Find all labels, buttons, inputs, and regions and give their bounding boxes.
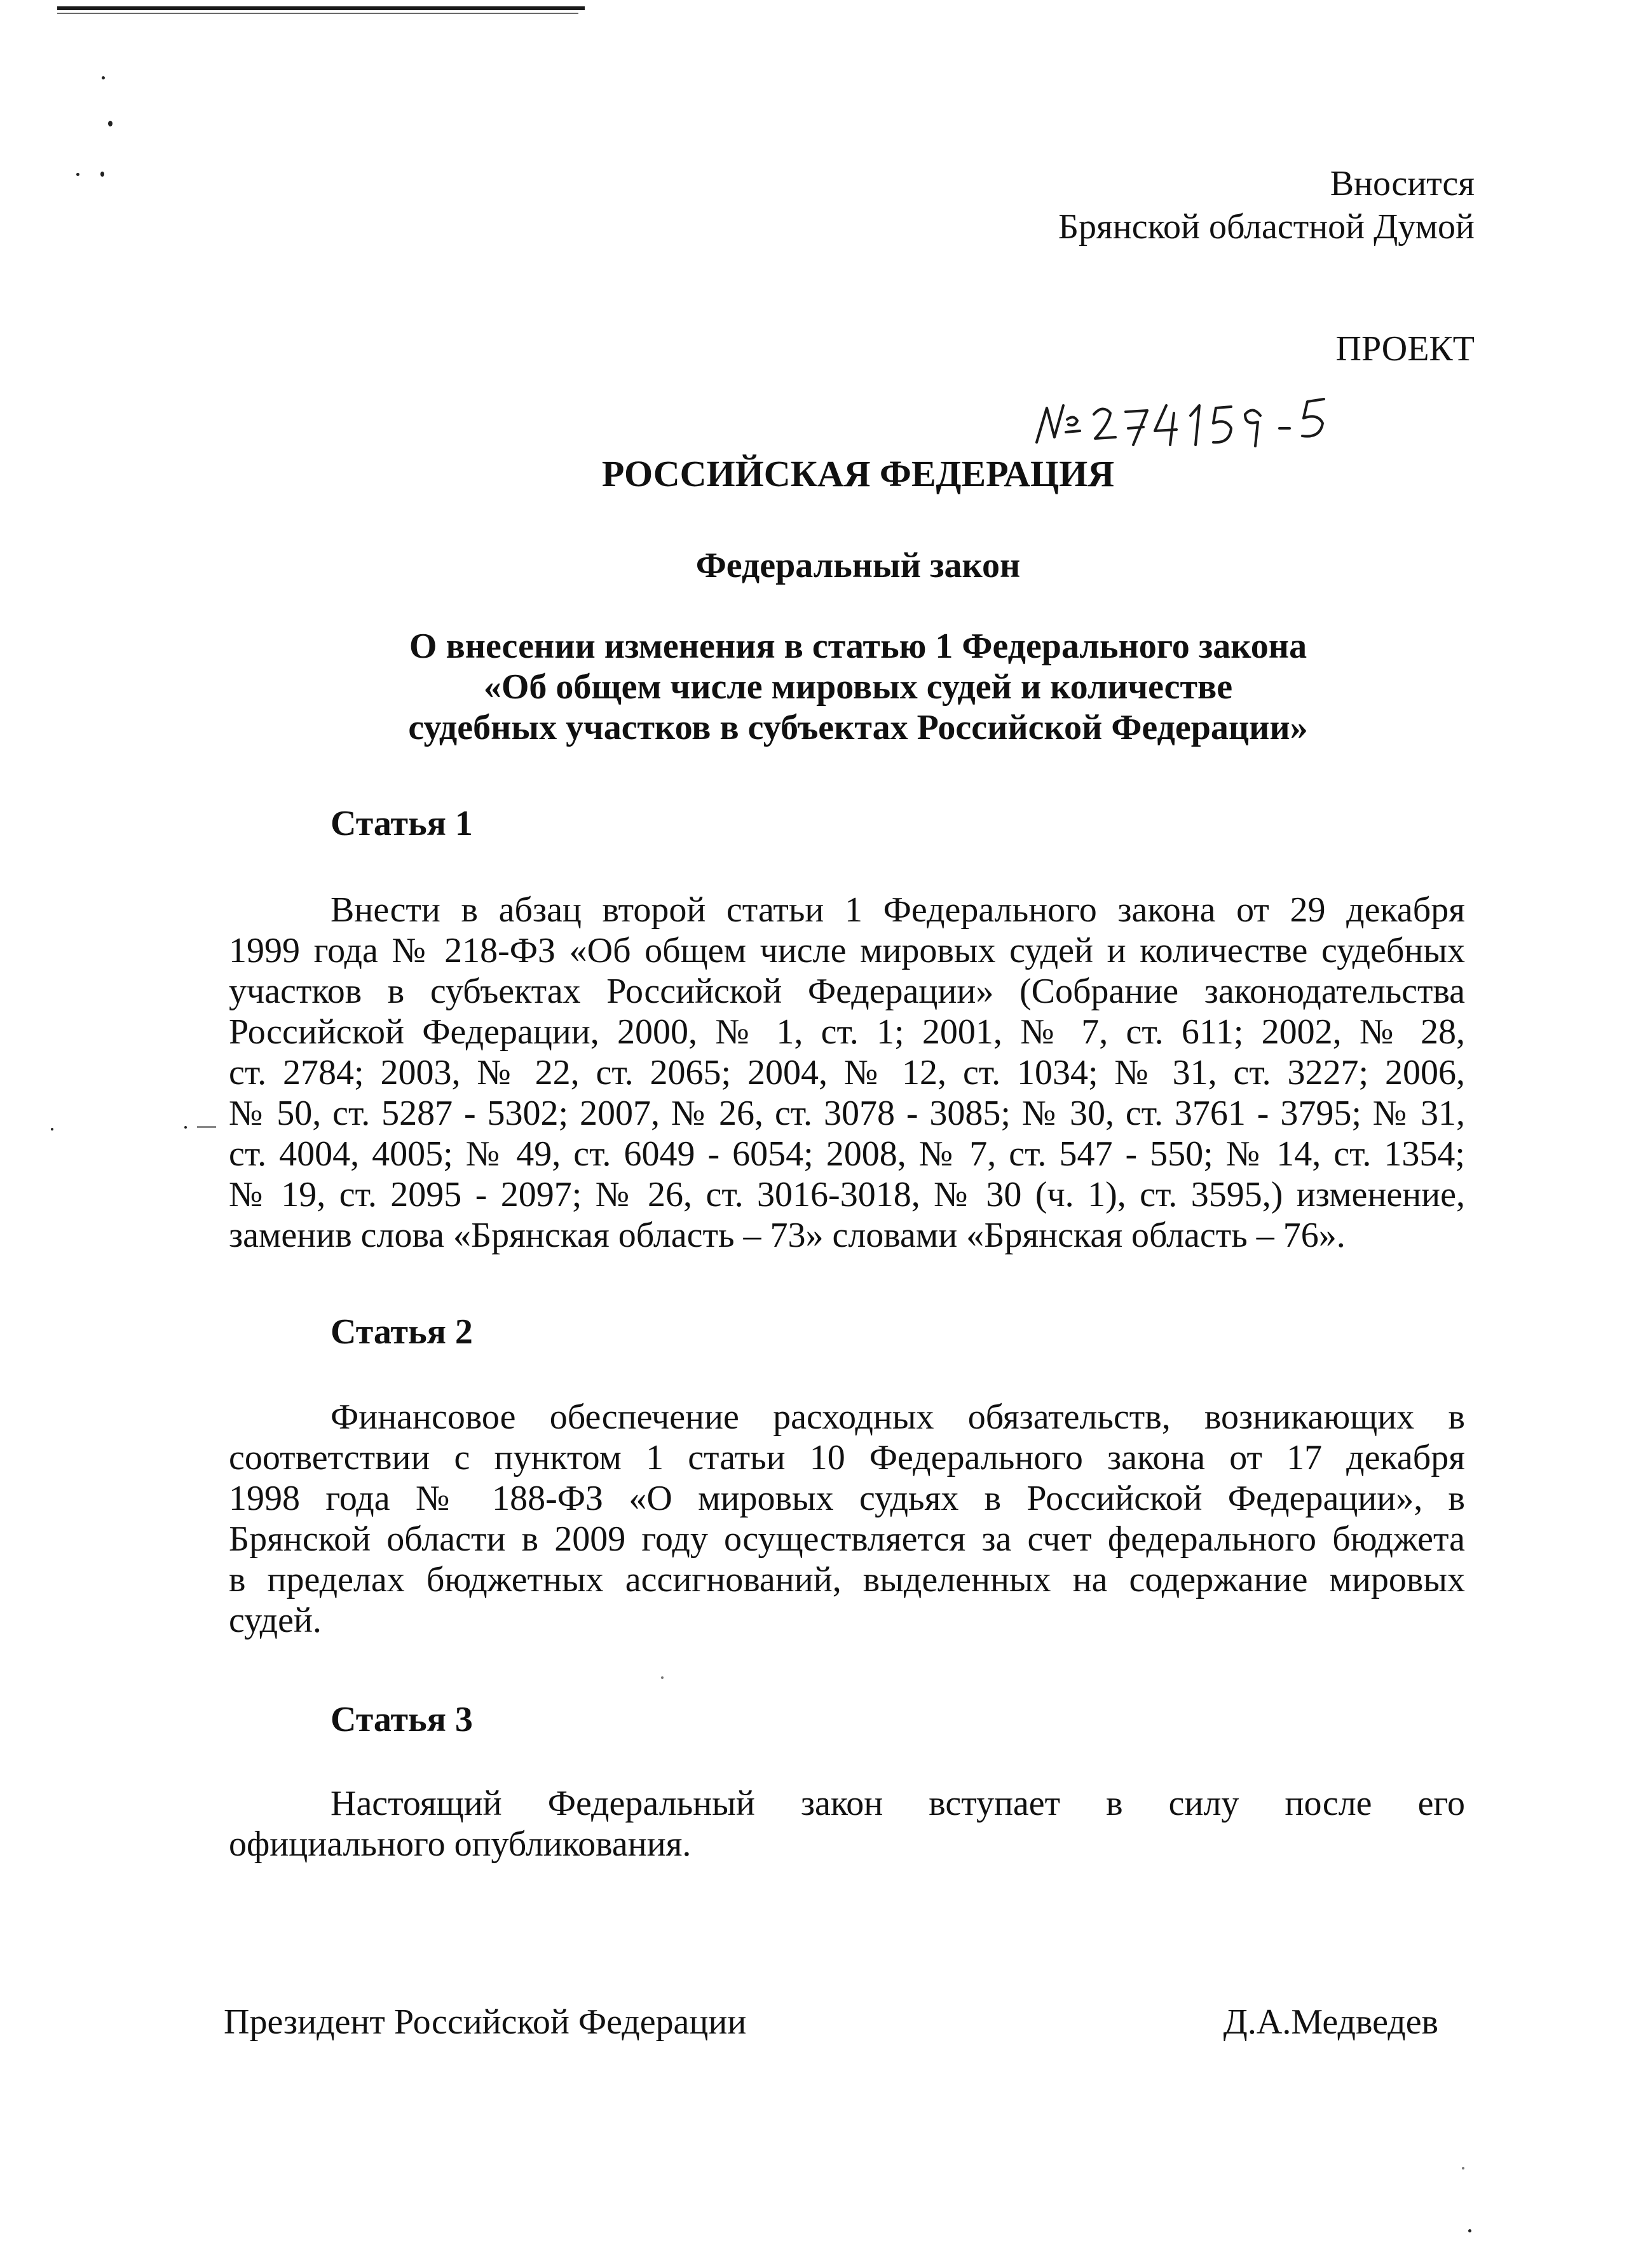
scan-speck <box>197 1126 216 1128</box>
title-line: «Об общем числе мировых судей и количестве <box>483 667 1233 707</box>
scan-speck <box>1468 2229 1471 2232</box>
article-3-body <box>229 1783 1465 1864</box>
paragraph-line: заменив слова «Брянская область – 73» словами «Брянская область – 76». <box>229 1216 1346 1255</box>
introduced-label: Вносится <box>1330 164 1475 203</box>
paragraph-line: 1998 года № 188-ФЗ «О мировых судьях в Российской Федерации», в <box>229 1479 1465 1518</box>
title-line: судебных участков в субъектах Российской Федерации» <box>408 708 1308 747</box>
handwritten-registration-number <box>1033 386 1389 456</box>
paragraph-line: в пределах бюджетных ассигнований, выделенных на содержание мировых <box>229 1560 1465 1599</box>
title-line: О внесении изменения в статью 1 Федерального закона <box>409 627 1307 666</box>
paragraph-line: соответствии с пунктом 1 статьи 10 Федерального закона от 17 декабря <box>229 1438 1465 1477</box>
paragraph-line: Внести в абзац второй статьи 1 Федерального закона от 29 декабря <box>331 890 1465 930</box>
paragraph-line: № 50, ст. 5287 - 5302; 2007, № 26, ст. 3078 - 3085; № 30, ст. 3761 - 3795; № 31, <box>229 1094 1465 1133</box>
scan-artifact-line <box>57 6 585 10</box>
scan-speck <box>102 76 105 79</box>
country-heading: РОССИЙСКАЯ ФЕДЕРАЦИЯ <box>601 453 1115 494</box>
scan-speck <box>51 1128 53 1131</box>
article-1-heading: Статья 1 <box>331 804 473 843</box>
article-3-heading: Статья 3 <box>331 1700 473 1739</box>
scan-speck <box>1462 2167 1464 2170</box>
scan-speck <box>184 1126 187 1129</box>
paragraph-line: официального опубликования. <box>229 1824 692 1864</box>
scan-speck <box>108 121 112 126</box>
paragraph-line: участков в субъектах Российской Федерации» (Собрание законодательства <box>229 972 1465 1011</box>
draft-status: ПРОЕКТ <box>1335 329 1475 369</box>
document-title <box>0 626 1643 748</box>
paragraph-line: Российской Федерации, 2000, № 1, ст. 1; 2001, № 7, ст. 611; 2002, № 28, <box>229 1012 1465 1052</box>
scan-speck <box>661 1676 664 1679</box>
paragraph-line: Настоящий Федеральный закон вступает в силу после его <box>331 1784 1465 1823</box>
signatory-name: Д.А.Медведев <box>1223 2002 1438 2042</box>
paragraph-line: ст. 2784; 2003, № 22, ст. 2065; 2004, № 12, ст. 1034; № 31, ст. 3227; 2006, <box>229 1053 1465 1092</box>
paragraph-line: судей. <box>229 1601 322 1640</box>
scan-speck <box>100 172 104 177</box>
document-type: Федеральный закон <box>695 546 1021 585</box>
paragraph-line: Брянской области в 2009 году осуществляется за счет федерального бюджета <box>229 1519 1465 1559</box>
article-2-body <box>229 1397 1465 1641</box>
article-1-body <box>229 890 1465 1256</box>
paragraph-line: ст. 4004, 4005; № 49, ст. 6049 - 6054; 2008, № 7, ст. 547 - 550; № 14, ст. 1354; <box>229 1134 1465 1174</box>
paragraph-line: 1999 года № 218-ФЗ «Об общем числе мировых судей и количестве судебных <box>229 931 1465 970</box>
signatory-position: Президент Российской Федерации <box>224 2002 747 2042</box>
article-2-heading: Статья 2 <box>331 1312 473 1352</box>
introducing-body: Брянской областной Думой <box>1058 207 1475 247</box>
paragraph-line: № 19, ст. 2095 - 2097; № 26, ст. 3016-3018, № 30 (ч. 1), ст. 3595,) изменение, <box>229 1175 1465 1214</box>
scan-speck <box>76 173 79 176</box>
paragraph-line: Финансовое обеспечение расходных обязательств, возникающих в <box>331 1397 1465 1437</box>
scan-artifact-line <box>57 13 578 14</box>
introduced-by-block <box>1058 162 1475 248</box>
